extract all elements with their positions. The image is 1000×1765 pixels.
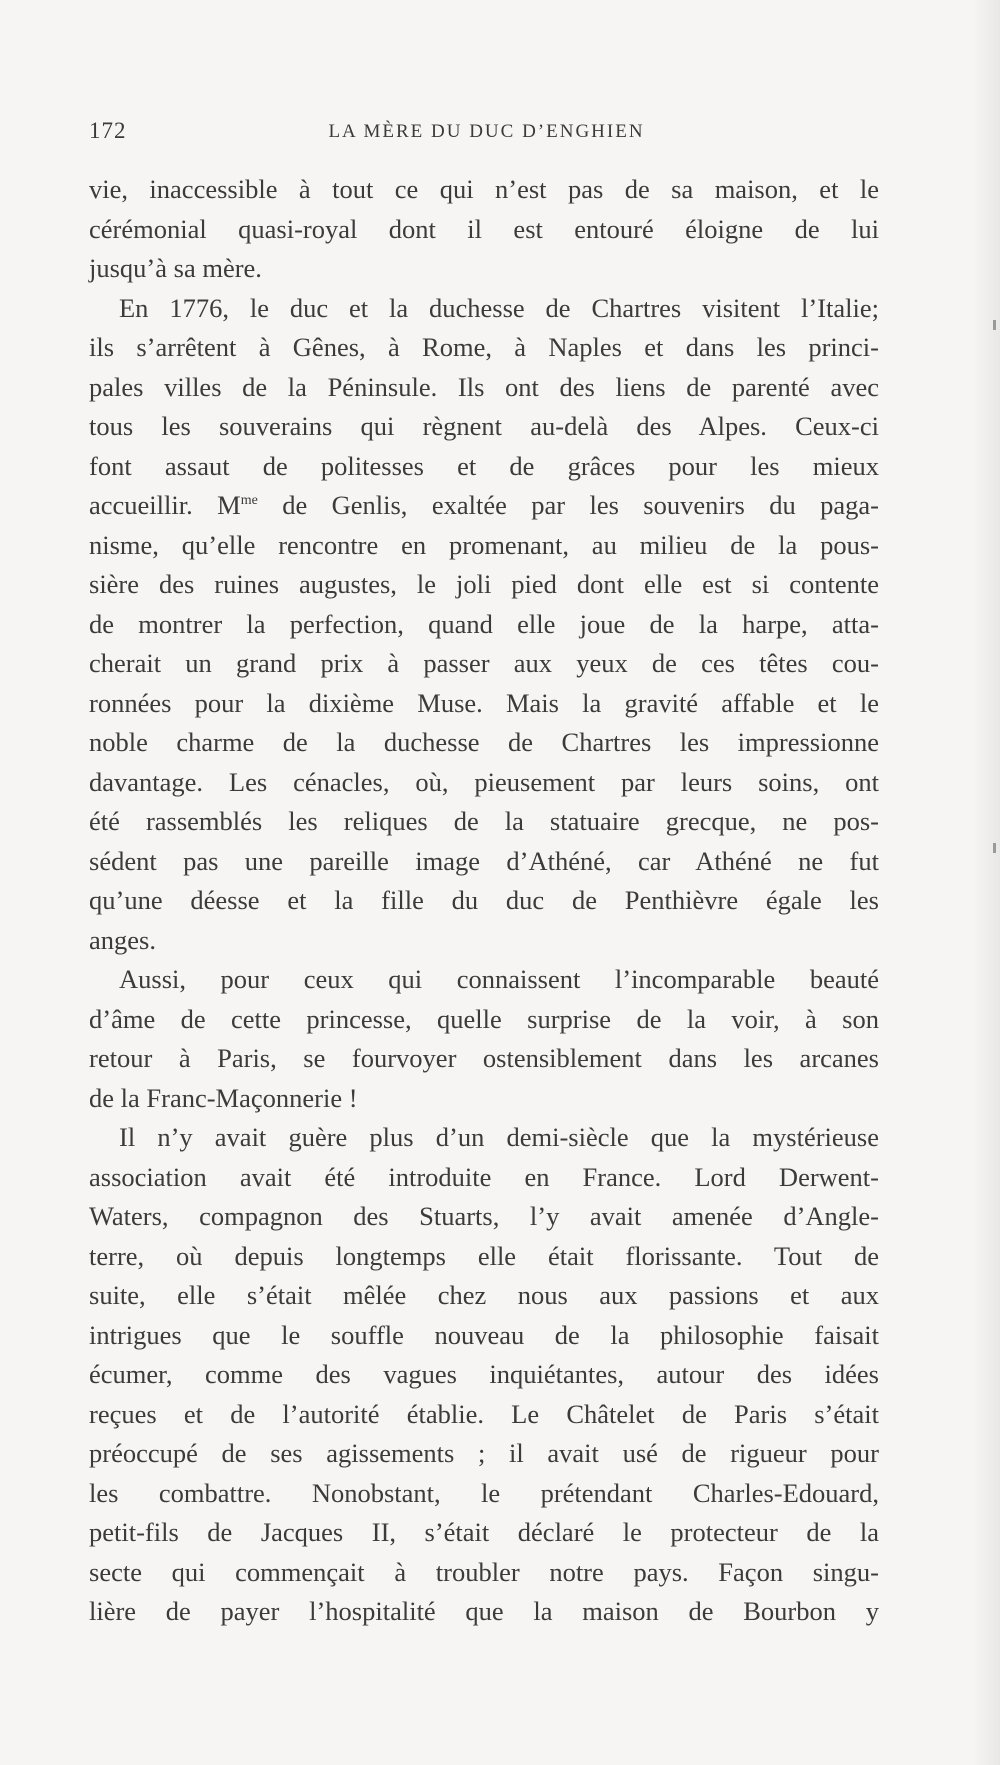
- text-line: cherait un grand prix à passer aux yeux de ces têtes cou-: [89, 648, 879, 678]
- text-line: sière des ruines augustes, le joli pied dont elle est si contente: [89, 569, 879, 599]
- text-fragment: de Genlis, exaltée par les souvenirs du paga-: [257, 490, 879, 520]
- body-text: [89, 170, 879, 1632]
- text-line: les combattre. Nonobstant, le prétendant Charles-Edouard,: [89, 1477, 879, 1508]
- text-line: Il n’y avait guère plus d’un demi-siècle que la mystérieuse: [119, 1122, 879, 1152]
- text-line: ils s’arrêtent à Gênes, à Rome, à Naples et dans les princi-: [89, 332, 879, 362]
- text-line: d’âme de cette princesse, quelle surprise de la voir, à son: [89, 1003, 879, 1034]
- text-line: noble charme de la duchesse de Chartres les impressionne: [89, 727, 879, 757]
- text-line: petit-fils de Jacques II, s’était déclaré le protecteur de la: [89, 1517, 879, 1547]
- text-line: de la Franc-Maçonnerie !: [89, 1082, 358, 1113]
- text-line: été rassemblés les reliques de la statuaire grecque, ne pos-: [89, 806, 879, 836]
- text-line: anges.: [89, 924, 156, 955]
- text-line: sédent pas une pareille image d’Athéné, car Athéné ne fut: [89, 845, 879, 876]
- text-line: vie, inaccessible à tout ce qui n’est pas de sa maison, et le: [89, 174, 879, 204]
- text-line: davantage. Les cénacles, où, pieusement par leurs soins, ont: [89, 766, 879, 797]
- page-number: 172: [89, 118, 127, 143]
- text-line: préoccupé de ses agissements ; il avait usé de rigueur pour: [89, 1438, 879, 1468]
- text-line: pales villes de la Péninsule. Ils ont des liens de parenté avec: [89, 371, 879, 402]
- page-header: [89, 118, 884, 148]
- text-fragment: accueillir. M: [89, 490, 241, 520]
- page-edge-shadow: [972, 0, 1000, 1765]
- text-line: secte qui commençait à troubler notre pays. Façon singu-: [89, 1556, 879, 1587]
- margin-mark: [993, 843, 996, 853]
- text-line: terre, où depuis longtemps elle était florissante. Tout de: [89, 1240, 879, 1271]
- text-line: lière de payer l’hospitalité que la maison de Bourbon y: [89, 1596, 879, 1626]
- running-title: LA MÈRE DU DUC D’ENGHIEN: [328, 121, 645, 142]
- text-line: ronnées pour la dixième Muse. Mais la gravité affable et le: [89, 687, 879, 718]
- text-line: reçues et de l’autorité établie. Le Châtelet de Paris s’était: [89, 1398, 879, 1429]
- text-line: suite, elle s’était mêlée chez nous aux passions et aux: [89, 1280, 879, 1310]
- text-line: de montrer la perfection, quand elle joue de la harpe, atta-: [89, 608, 879, 639]
- text-line: Waters, compagnon des Stuarts, l’y avait amenée d’Angle-: [89, 1201, 879, 1231]
- text-line: retour à Paris, se fourvoyer ostensiblement dans les arcanes: [89, 1043, 879, 1073]
- text-line: Aussi, pour ceux qui connaissent l’incomparable beauté: [119, 964, 879, 994]
- text-line: écumer, comme des vagues inquiétantes, autour des idées: [89, 1359, 879, 1389]
- text-line: association avait été introduite en France. Lord Derwent-: [89, 1161, 879, 1192]
- text-line: tous les souverains qui règnent au-delà des Alpes. Ceux-ci: [89, 411, 879, 441]
- margin-mark: [993, 320, 996, 330]
- text-line: nisme, qu’elle rencontre en promenant, au milieu de la pous-: [89, 529, 879, 560]
- text-line: intrigues que le souffle nouveau de la philosophie faisait: [89, 1319, 879, 1350]
- text-line: font assaut de politesses et de grâces pour les mieux: [89, 450, 879, 481]
- text-line: [89, 486, 879, 526]
- text-line: qu’une déesse et la fille du duc de Penthièvre égale les: [89, 885, 879, 915]
- text-line: jusqu’à sa mère.: [89, 253, 262, 283]
- text-line: cérémonial quasi-royal dont il est entouré éloigne de lui: [89, 213, 879, 244]
- text-line: En 1776, le duc et la duchesse de Chartres visitent l’Italie;: [119, 292, 879, 323]
- superscript: me: [240, 493, 258, 508]
